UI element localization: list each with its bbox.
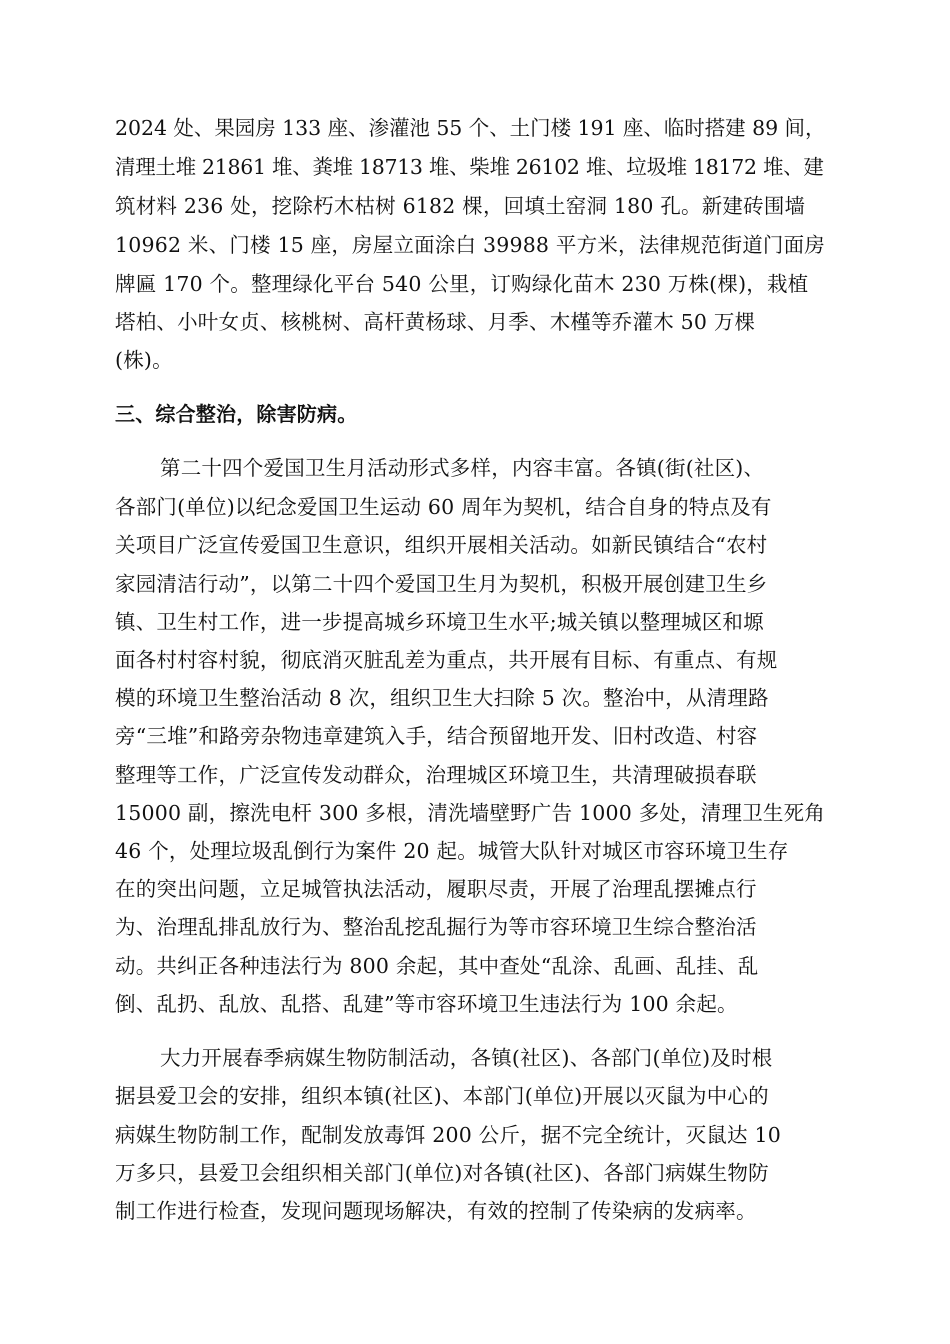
p2-line-7: 模的环境卫生整治活动 8 次，组织卫生大扫除 5 次。整治中，从清理路: [115, 686, 769, 710]
p2-line-12: 在的突出问题，立足城管执法活动，履职尽责，开展了治理乱摆摊点行: [115, 877, 757, 901]
p1-line-2: 清理土堆 21861 堆、粪堆 18713 堆、柴堆 26102 堆、垃圾堆 18172 堆、建: [115, 155, 824, 179]
p2-line-1: 第二十四个爱国卫生月活动形式多样，内容丰富。各镇(街(社区)、: [160, 456, 765, 480]
p2-line-13: 为、治理乱排乱放行为、整治乱挖乱掘行为等市容环境卫生综合整治活: [115, 915, 757, 939]
p1-line-7: (株)。: [115, 348, 173, 372]
p2-line-4: 家园清洁行动”，以第二十四个爱国卫生月为契机，积极开展创建卫生乡: [115, 572, 768, 596]
p2-line-14: 动。共纠正各种违法行为 800 余起，其中查处“乱涂、乱画、乱挂、乱: [115, 954, 759, 978]
p2-line-8: 旁“三堆”和路旁杂物违章建筑入手，结合预留地开发、旧村改造、村容: [115, 724, 758, 748]
p1-line-5: 牌匾 170 个。整理绿化平台 540 公里，订购绿化苗木 230 万株(棵)，栽植: [115, 272, 809, 296]
p1-line-4: 10962 米、门楼 15 座，房屋立面涂白 39988 平方米，法律规范街道门面房: [115, 233, 825, 257]
p3-line-1: 大力开展春季病媒生物防制活动，各镇(社区)、各部门(单位)及时根: [160, 1046, 773, 1070]
p2-line-9: 整理等工作，广泛宣传发动群众，治理城区环境卫生，共清理破损春联: [115, 763, 757, 787]
p1-line-3: 筑材料 236 处，挖除朽木枯树 6182 棵，回填土窑洞 180 孔。新建砖围墙: [115, 194, 806, 218]
p2-line-15: 倒、乱扔、乱放、乱搭、乱建”等市容环境卫生违法行为 100 余起。: [115, 992, 738, 1016]
p2-line-10: 15000 副，擦洗电杆 300 多根，清洗墙壁野广告 1000 多处，清理卫生死角: [115, 801, 825, 825]
p1-line-1: 2024 处、果园房 133 座、渗灌池 55 个、土门楼 191 座、临时搭建 89 间，: [115, 116, 826, 140]
p2-line-11: 46 个，处理垃圾乱倒行为案件 20 起。城管大队针对城区市容环境卫生存: [115, 839, 789, 863]
p3-line-3: 病媒生物防制工作，配制发放毒饵 200 公斤，据不完全统计，灭鼠达 10: [115, 1123, 781, 1147]
p2-line-3: 关项目广泛宣传爱国卫生意识，组织开展相关活动。如新民镇结合“农村: [115, 533, 768, 557]
p3-line-4: 万多只，县爱卫会组织相关部门(单位)对各镇(社区)、各部门病媒生物防: [115, 1161, 769, 1185]
p3-line-2: 据县爱卫会的安排，组织本镇(社区)、本部门(单位)开展以灭鼠为中心的: [115, 1084, 769, 1108]
p3-line-5: 制工作进行检查，发现问题现场解决，有效的控制了传染病的发病率。: [115, 1199, 757, 1223]
p1-line-6: 塔柏、小叶女贞、核桃树、高杆黄杨球、月季、木槿等乔灌木 50 万棵: [115, 310, 756, 334]
p2-line-2: 各部门(单位)以纪念爱国卫生运动 60 周年为契机，结合自身的特点及有: [115, 495, 772, 519]
p2-line-5: 镇、卫生村工作，进一步提高城乡环境卫生水平;城关镇以整理城区和塬: [115, 610, 764, 634]
p2-line-6: 面各村村容村貌，彻底消灭脏乱差为重点，共开展有目标、有重点、有规: [115, 648, 778, 672]
section-heading-3: 三、综合整治，除害防病。: [115, 402, 358, 426]
